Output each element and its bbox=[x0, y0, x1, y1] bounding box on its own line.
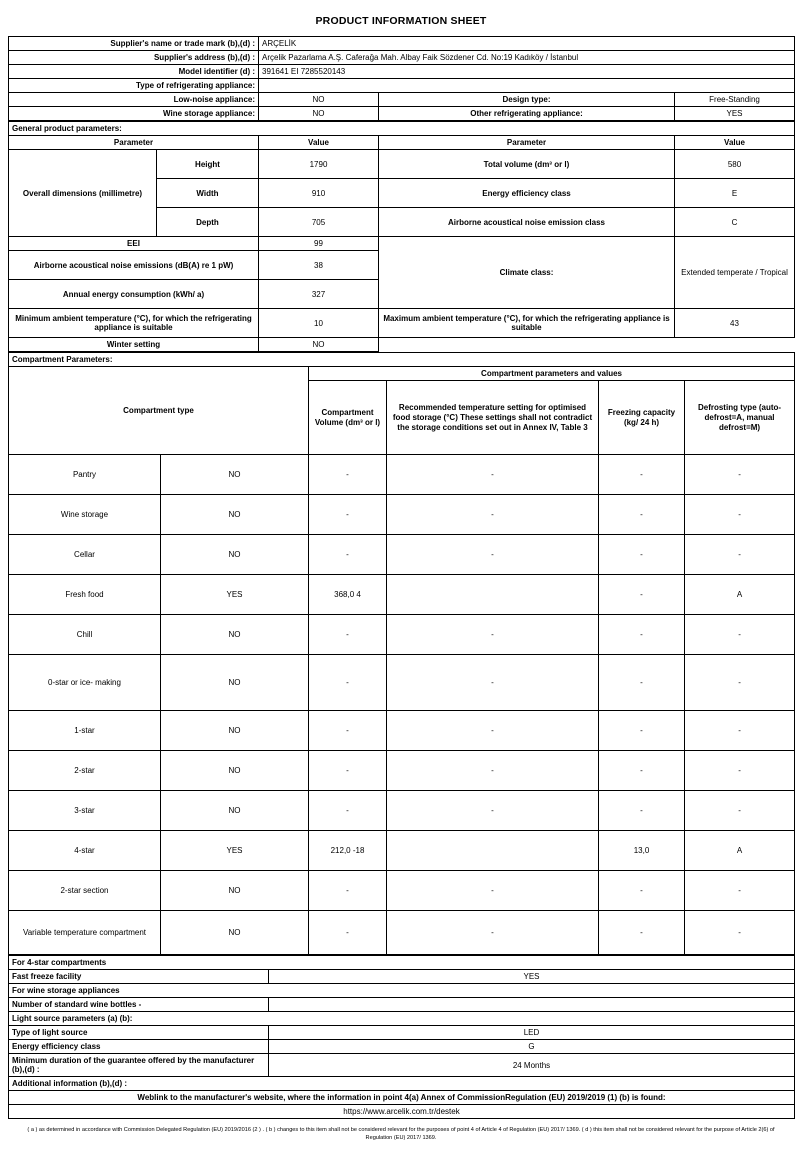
parameter-header-right: Parameter bbox=[379, 136, 675, 150]
min-ambient-label: Minimum ambient temperature (°C), for which the refrigerating appliance is suitable bbox=[9, 309, 259, 338]
table-row bbox=[9, 535, 795, 575]
compartment-temperature: - bbox=[387, 711, 599, 751]
appliance-type-value bbox=[259, 79, 795, 93]
table-row bbox=[9, 150, 795, 179]
table-row bbox=[9, 791, 795, 831]
width-label: Width bbox=[157, 179, 259, 208]
defrosting-type-header: Defrosting type (auto-defrost=A, manual defrost=M) bbox=[685, 381, 795, 455]
table-row bbox=[9, 970, 795, 984]
compartment-defrost: - bbox=[685, 871, 795, 911]
compartment-defrost: - bbox=[685, 535, 795, 575]
table-row bbox=[9, 93, 795, 107]
table-row bbox=[9, 495, 795, 535]
compartment-freezing: - bbox=[599, 791, 685, 831]
compartment-temperature bbox=[387, 575, 599, 615]
table-row bbox=[9, 107, 795, 121]
height-value: 1790 bbox=[259, 150, 379, 179]
table-row bbox=[9, 575, 795, 615]
compartment-volume: - bbox=[309, 871, 387, 911]
compartment-type: 3-star bbox=[9, 791, 161, 831]
compartment-defrost: - bbox=[685, 791, 795, 831]
compartment-present: NO bbox=[161, 751, 309, 791]
table-row bbox=[9, 1026, 795, 1040]
table-row bbox=[9, 237, 795, 251]
eei-label: EEI bbox=[9, 237, 259, 251]
table-row bbox=[9, 353, 795, 367]
compartment-freezing: - bbox=[599, 615, 685, 655]
model-identifier-value: 391641 EI 7285520143 bbox=[259, 65, 795, 79]
compartment-freezing: - bbox=[599, 575, 685, 615]
annual-energy-label: Annual energy consumption (kWh/ a) bbox=[9, 280, 259, 309]
compartment-volume: - bbox=[309, 495, 387, 535]
table-row bbox=[9, 338, 795, 352]
low-noise-value: NO bbox=[259, 93, 379, 107]
compartment-volume-header: Compartment Volume (dm³ or l) bbox=[309, 381, 387, 455]
compartment-temperature: - bbox=[387, 655, 599, 711]
compartment-parameters-table bbox=[8, 352, 795, 955]
compartment-freezing: - bbox=[599, 751, 685, 791]
table-row bbox=[9, 1105, 795, 1119]
total-volume-value: 580 bbox=[675, 150, 795, 179]
compartment-present: YES bbox=[161, 575, 309, 615]
compartment-present: NO bbox=[161, 911, 309, 955]
table-row bbox=[9, 136, 795, 150]
table-row bbox=[9, 51, 795, 65]
compartment-present: NO bbox=[161, 791, 309, 831]
compartment-type: Chill bbox=[9, 615, 161, 655]
climate-class-label: Climate class: bbox=[379, 237, 675, 309]
compartment-type: 2-star section bbox=[9, 871, 161, 911]
page-title: PRODUCT INFORMATION SHEET bbox=[315, 15, 487, 27]
compartment-type: Fresh food bbox=[9, 575, 161, 615]
supplier-name-value: ARÇELİK bbox=[259, 37, 795, 51]
compartment-temperature: - bbox=[387, 495, 599, 535]
model-identifier-label: Model identifier (d) : bbox=[9, 65, 259, 79]
depth-value: 705 bbox=[259, 208, 379, 237]
compartment-present: YES bbox=[161, 831, 309, 871]
value-header-left: Value bbox=[259, 136, 379, 150]
guarantee-label: Minimum duration of the guarantee offered by the manufacturer (b),(d) : bbox=[9, 1054, 269, 1077]
table-row bbox=[9, 711, 795, 751]
table-row bbox=[9, 1091, 795, 1105]
other-refrigerating-value: YES bbox=[675, 107, 795, 121]
compartment-temperature: - bbox=[387, 751, 599, 791]
compartment-present: NO bbox=[161, 615, 309, 655]
compartment-volume: - bbox=[309, 655, 387, 711]
compartment-type: 0-star or ice- making bbox=[9, 655, 161, 711]
light-source-type-value: LED bbox=[269, 1026, 795, 1040]
energy-efficiency-class-value: E bbox=[675, 179, 795, 208]
compartment-present: NO bbox=[161, 455, 309, 495]
depth-label: Depth bbox=[157, 208, 259, 237]
table-row bbox=[9, 122, 795, 136]
noise-emissions-label: Airborne acoustical noise emissions (dB(A) re 1 pW) bbox=[9, 251, 259, 280]
appliance-type-label: Type of refrigerating appliance: bbox=[9, 79, 259, 93]
supplier-table bbox=[8, 36, 795, 121]
compartment-present: NO bbox=[161, 495, 309, 535]
compartment-freezing: - bbox=[599, 911, 685, 955]
width-value: 910 bbox=[259, 179, 379, 208]
supplier-name-label: Supplier's name or trade mark (b),(d) : bbox=[9, 37, 259, 51]
wine-storage-appliance-value: NO bbox=[259, 107, 379, 121]
compartment-section-label: Compartment Parameters: bbox=[9, 353, 795, 367]
table-row bbox=[9, 367, 795, 381]
fast-freeze-value: YES bbox=[269, 970, 795, 984]
compartment-type: 4-star bbox=[9, 831, 161, 871]
compartment-temperature: - bbox=[387, 535, 599, 575]
winter-setting-value: NO bbox=[259, 338, 379, 352]
compartment-defrost: - bbox=[685, 455, 795, 495]
table-row bbox=[9, 831, 795, 871]
compartment-freezing: - bbox=[599, 495, 685, 535]
table-row bbox=[9, 751, 795, 791]
manufacturer-website-link[interactable]: https://www.arcelik.com.tr/destek bbox=[9, 1105, 795, 1119]
compartment-temperature: - bbox=[387, 871, 599, 911]
compartment-defrost: - bbox=[685, 655, 795, 711]
value-header-right: Value bbox=[675, 136, 795, 150]
regulation-footnote: ( a ) as determined in accordance with Commission Delegated Regulation (EU) 2019/2016 (2 ) . ( b ) changes to this item shall not be considered relevant for the purposes of point 4 of Article 4 of Regulation (EU) 2017/ 1369. ( d ) this item shall not be considered relevant for the purpose of Article 2(6) of Regulation (EU) 2017/ 1369. bbox=[27, 1127, 775, 1142]
compartment-volume: - bbox=[309, 535, 387, 575]
guarantee-value: 24 Months bbox=[269, 1054, 795, 1077]
compartment-temperature: - bbox=[387, 791, 599, 831]
table-row bbox=[9, 37, 795, 51]
compartment-present: NO bbox=[161, 871, 309, 911]
wine-bottles-value bbox=[269, 998, 795, 1012]
compartment-present: NO bbox=[161, 655, 309, 711]
table-row bbox=[9, 984, 795, 998]
parameter-header-left: Parameter bbox=[9, 136, 259, 150]
table-row bbox=[9, 911, 795, 955]
compartment-defrost: - bbox=[685, 751, 795, 791]
min-ambient-value: 10 bbox=[259, 309, 379, 338]
compartment-volume: - bbox=[309, 615, 387, 655]
light-source-section-label: Light source parameters (a) (b): bbox=[9, 1012, 795, 1026]
compartment-type: 2-star bbox=[9, 751, 161, 791]
table-row bbox=[9, 309, 795, 338]
compartment-temperature: - bbox=[387, 615, 599, 655]
compartment-freezing: - bbox=[599, 535, 685, 575]
table-row bbox=[9, 1054, 795, 1077]
compartment-present: NO bbox=[161, 535, 309, 575]
compartment-freezing: 13,0 bbox=[599, 831, 685, 871]
compartment-defrost: A bbox=[685, 575, 795, 615]
max-ambient-label: Maximum ambient temperature (°C), for which the refrigerating appliance is suitable bbox=[379, 309, 675, 338]
compartment-defrost: - bbox=[685, 711, 795, 751]
compartment-volume: 368,0 4 bbox=[309, 575, 387, 615]
low-noise-label: Low-noise appliance: bbox=[9, 93, 259, 107]
compartment-volume: 212,0 -18 bbox=[309, 831, 387, 871]
compartment-type: Cellar bbox=[9, 535, 161, 575]
additional-information-label: Additional information (b),(d) : bbox=[9, 1077, 795, 1091]
design-type-value: Free-Standing bbox=[675, 93, 795, 107]
noise-emission-class-value: C bbox=[675, 208, 795, 237]
table-row bbox=[9, 1040, 795, 1054]
climate-class-value: Extended temperate / Tropical bbox=[675, 237, 795, 309]
table-row bbox=[9, 998, 795, 1012]
compartment-type-header: Compartment type bbox=[9, 367, 309, 455]
compartment-type: Wine storage bbox=[9, 495, 161, 535]
fast-freeze-label: Fast freeze facility bbox=[9, 970, 269, 984]
compartment-defrost: - bbox=[685, 495, 795, 535]
compartment-temperature: - bbox=[387, 455, 599, 495]
compartment-volume: - bbox=[309, 711, 387, 751]
table-row bbox=[9, 65, 795, 79]
light-energy-class-label: Energy efficiency class bbox=[9, 1040, 269, 1054]
table-row bbox=[9, 956, 795, 970]
compartment-freezing: - bbox=[599, 711, 685, 751]
table-row bbox=[9, 871, 795, 911]
recommended-temperature-header: Recommended temperature setting for optimised food storage (°C) These settings shall not contradict the storage conditions set out in Annex IV, Table 3 bbox=[387, 381, 599, 455]
eei-value: 99 bbox=[259, 237, 379, 251]
compartment-volume: - bbox=[309, 791, 387, 831]
wine-appliances-section-label: For wine storage appliances bbox=[9, 984, 795, 998]
light-energy-class-value: G bbox=[269, 1040, 795, 1054]
compartment-freezing: - bbox=[599, 871, 685, 911]
compartment-type: Pantry bbox=[9, 455, 161, 495]
freezing-capacity-header: Freezing capacity (kg/ 24 h) bbox=[599, 381, 685, 455]
compartment-freezing: - bbox=[599, 655, 685, 711]
compartment-values-group-header: Compartment parameters and values bbox=[309, 367, 795, 381]
height-label: Height bbox=[157, 150, 259, 179]
table-row bbox=[9, 1077, 795, 1091]
wine-bottles-label: Number of standard wine bottles - bbox=[9, 998, 269, 1012]
annual-energy-value: 327 bbox=[259, 280, 379, 309]
overall-dimensions-label: Overall dimensions (millimetre) bbox=[9, 150, 157, 237]
winter-setting-label: Winter setting bbox=[9, 338, 259, 352]
wine-storage-appliance-label: Wine storage appliance: bbox=[9, 107, 259, 121]
compartment-temperature bbox=[387, 831, 599, 871]
compartment-temperature: - bbox=[387, 911, 599, 955]
table-row bbox=[9, 655, 795, 711]
compartment-defrost: - bbox=[685, 615, 795, 655]
compartment-volume: - bbox=[309, 455, 387, 495]
compartment-volume: - bbox=[309, 911, 387, 955]
energy-efficiency-class-label: Energy efficiency class bbox=[379, 179, 675, 208]
general-parameters-section-label: General product parameters: bbox=[9, 122, 795, 136]
supplier-address-label: Supplier's address (b),(d) : bbox=[9, 51, 259, 65]
general-parameters-table bbox=[8, 121, 795, 352]
table-row bbox=[9, 615, 795, 655]
footer-table bbox=[8, 955, 795, 1119]
compartment-defrost: A bbox=[685, 831, 795, 871]
compartment-type: Variable temperature compartment bbox=[9, 911, 161, 955]
noise-emission-class-label: Airborne acoustical noise emission class bbox=[379, 208, 675, 237]
table-row bbox=[9, 1012, 795, 1026]
weblink-text: Weblink to the manufacturer's website, where the information in point 4(a) Annex of CommissionRegulation (EU) 2019/2019 (1) (b) is found: bbox=[9, 1091, 795, 1105]
table-row bbox=[9, 455, 795, 495]
four-star-section-label: For 4-star compartments bbox=[9, 956, 795, 970]
supplier-address-value: Arçelik Pazarlama A.Ş. Caferağa Mah. Albay Faik Sözdener Cd. No:19 Kadıköy / İstanbul bbox=[259, 51, 795, 65]
table-row bbox=[9, 79, 795, 93]
other-refrigerating-label: Other refrigerating appliance: bbox=[379, 107, 675, 121]
compartment-volume: - bbox=[309, 751, 387, 791]
max-ambient-value: 43 bbox=[675, 309, 795, 338]
compartment-type: 1-star bbox=[9, 711, 161, 751]
compartment-defrost: - bbox=[685, 911, 795, 955]
noise-emissions-value: 38 bbox=[259, 251, 379, 280]
total-volume-label: Total volume (dm³ or l) bbox=[379, 150, 675, 179]
design-type-label: Design type: bbox=[379, 93, 675, 107]
compartment-present: NO bbox=[161, 711, 309, 751]
light-source-type-label: Type of light source bbox=[9, 1026, 269, 1040]
compartment-freezing: - bbox=[599, 455, 685, 495]
